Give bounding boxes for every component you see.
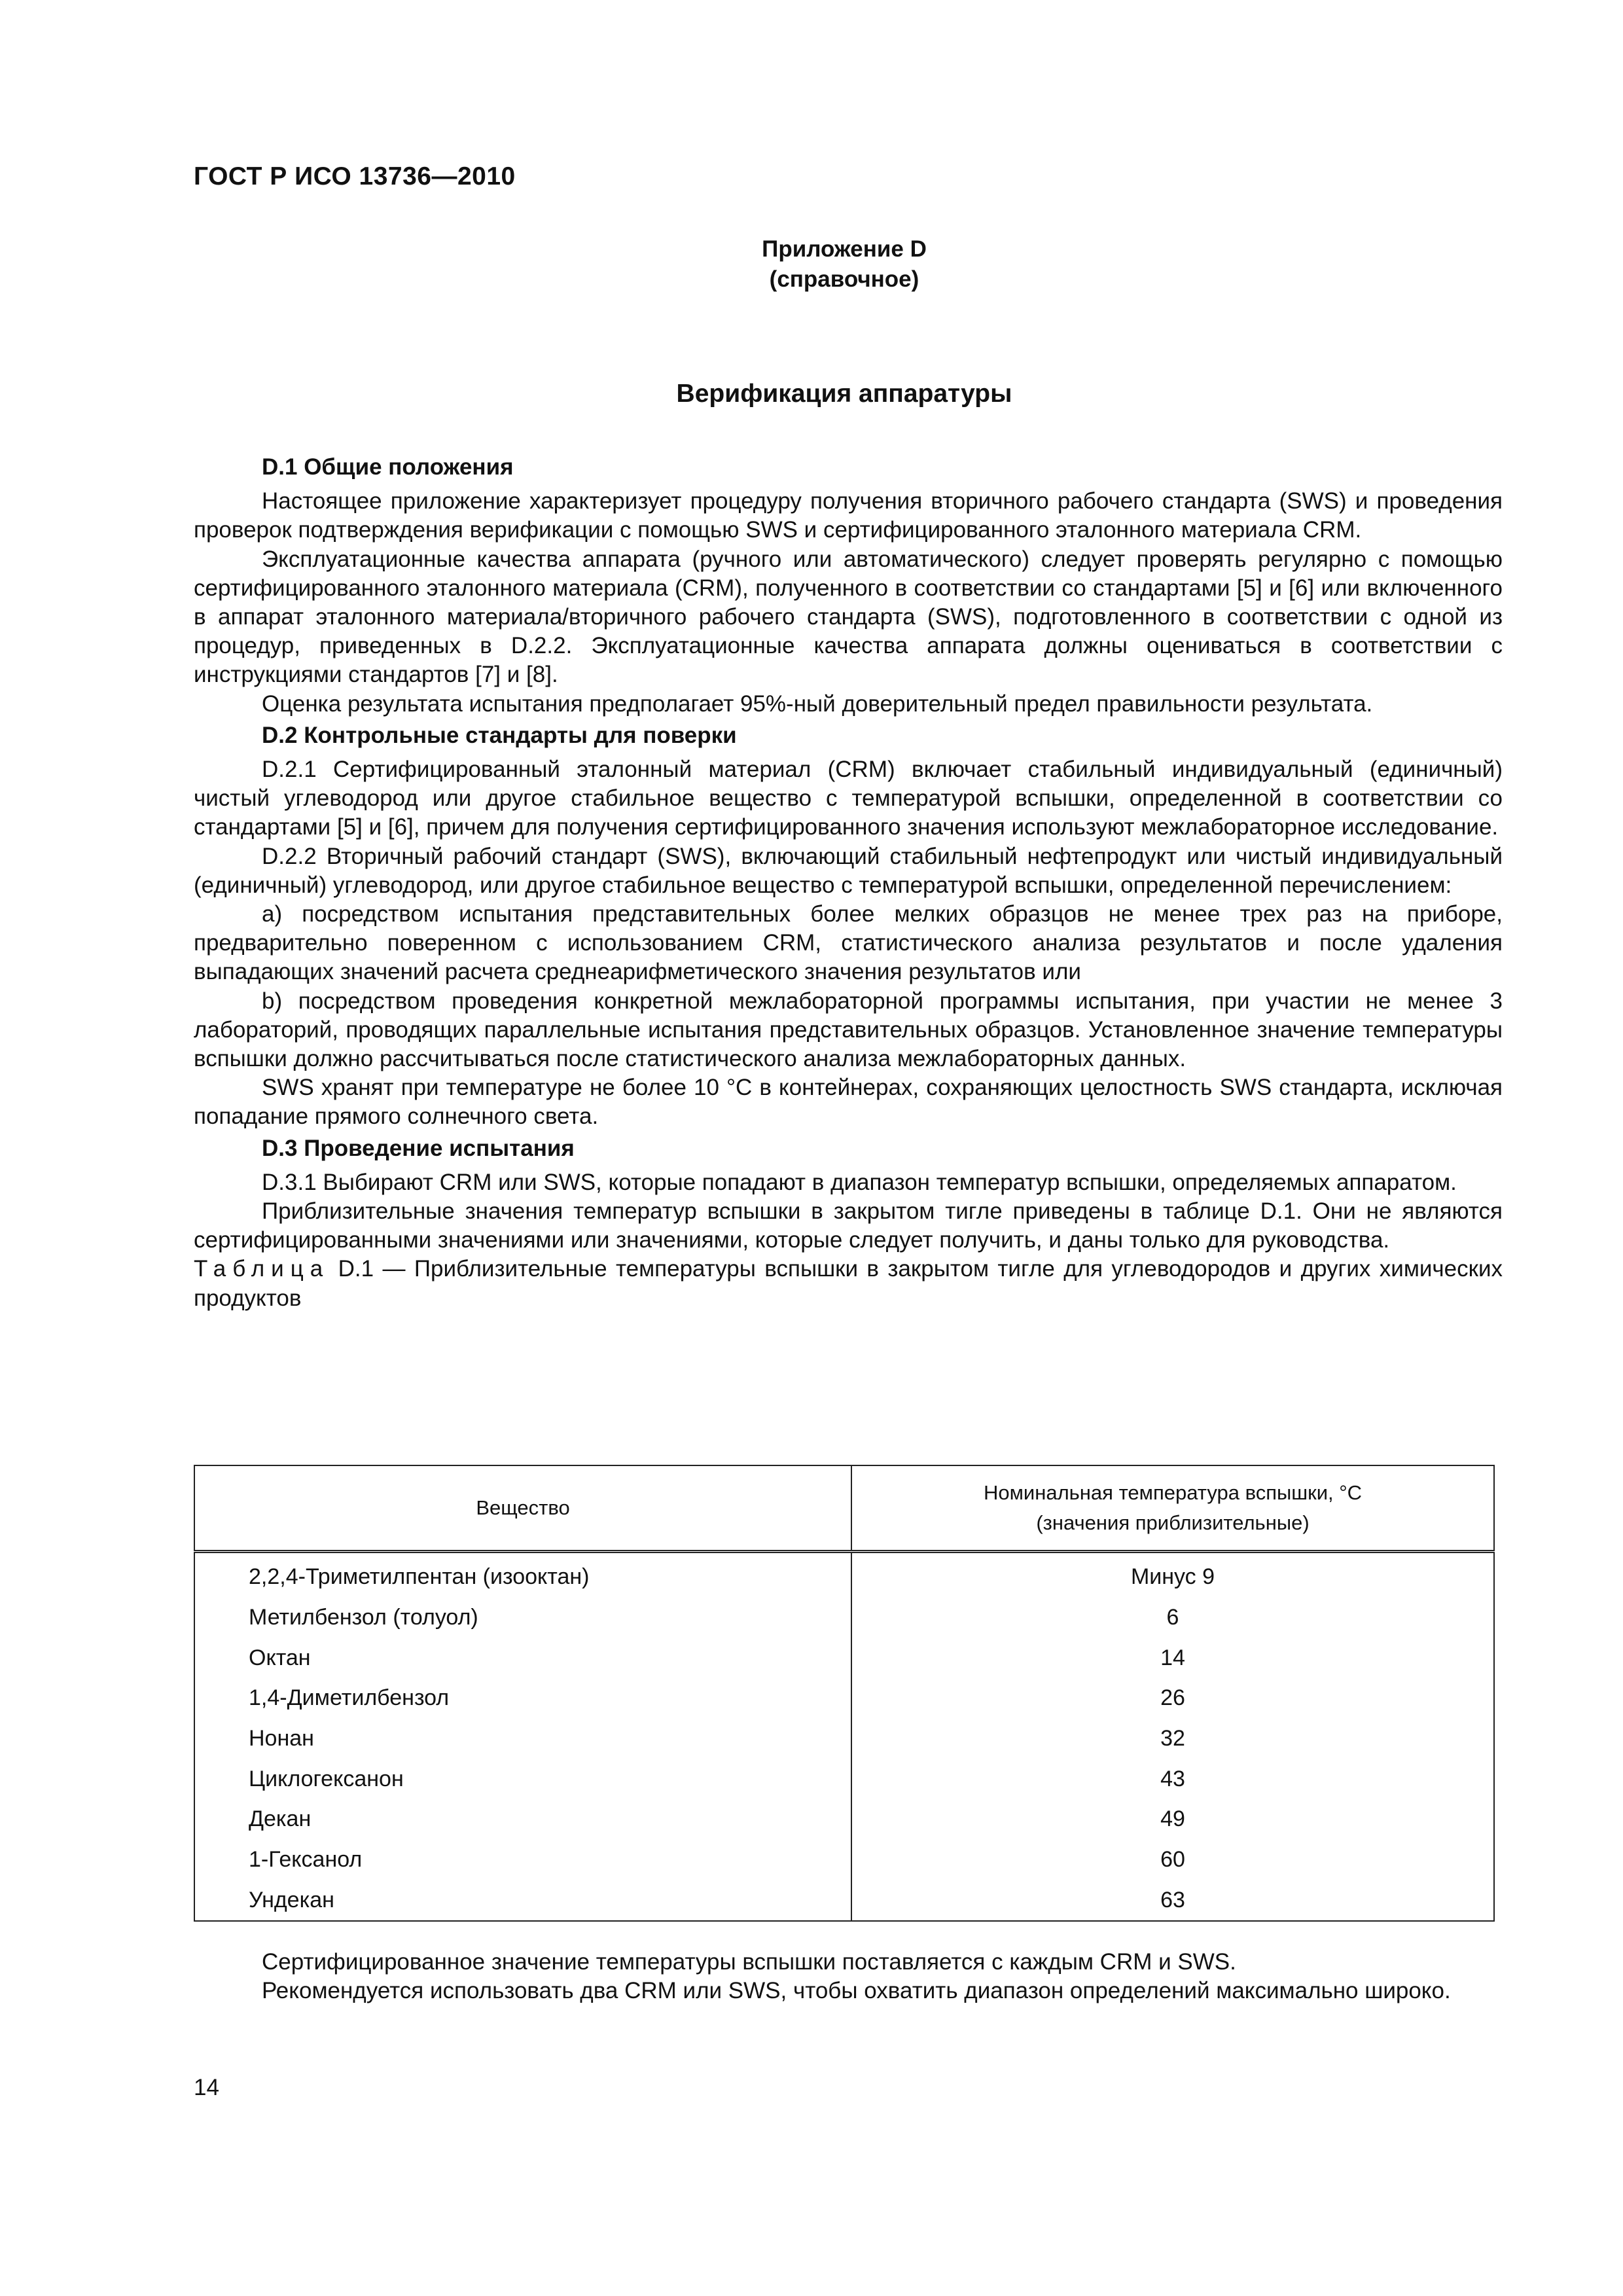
paragraph: Оценка результата испытания предполагает 95%-ный доверительный предел правильности результата. (262, 691, 1373, 717)
closing-text (194, 1948, 1503, 2005)
list-item: b) посредством проведения конкретной межлабораторной программы испытания, при участии не менее 3 лабораторий, проводящих параллельные испытания представительных образцов. Установленное значение температуры вспышки должно рассчитываться после статистического анализа межлабораторных данных. (194, 988, 1503, 1072)
substance-name-cell: Октан (194, 1638, 851, 1678)
flash-point-cell: Минус 9 (851, 1552, 1494, 1598)
paragraph: D.2.2 Вторичный рабочий стандарт (SWS), включающий стабильный нефтепродукт или чистый индивидуальный (единичный) углеводород, или другое стабильное вещество с температурой вспышки, определенной перечислением: (194, 843, 1503, 898)
substance-name-cell: Циклогексанон (194, 1759, 851, 1799)
column-header-temperature-line2: (значения приблизительные) (1036, 1511, 1310, 1534)
column-header-temperature-line1: Номинальная температура вспышки, °С (983, 1481, 1363, 1504)
paragraph: D.2.1 Сертифицированный эталонный материал (CRM) включает стабильный индивидуальный (единичный) чистый углеводород или другое стабильное вещество с температурой вспышки, определенной в соответствии со стандартами [5] и [6], причем для получения сертифицированного значения используют межлабораторное исследование. (194, 757, 1503, 840)
table-row (194, 1759, 1494, 1799)
table-row (194, 1880, 1494, 1922)
table-row (194, 1840, 1494, 1880)
paragraph: Рекомендуется использовать два CRM или SWS, чтобы охватить диапазон определений максимально широко. (262, 1978, 1451, 2004)
table-header-row (194, 1465, 1494, 1552)
column-header-temperature (851, 1465, 1494, 1552)
paragraph: Сертифицированное значение температуры вспышки поставляется с каждым CRM и SWS. (262, 1949, 1236, 1975)
annex-kind: (справочное) (769, 266, 919, 292)
table-row (194, 1678, 1494, 1719)
table-row (194, 1552, 1494, 1598)
flash-point-cell: 60 (851, 1840, 1494, 1880)
flash-point-cell: 43 (851, 1759, 1494, 1799)
substance-name-cell: Нонан (194, 1719, 851, 1759)
section-heading-d2: D.2 Контрольные стандарты для поверки (262, 722, 737, 748)
annex-heading: Верификация аппаратуры (676, 380, 1012, 408)
paragraph: SWS хранят при температуре не более 10 °С в контейнерах, сохраняющих целостность SWS стандарта, исключая попадание прямого солнечного света. (194, 1075, 1503, 1130)
substance-name-cell: 1,4-Диметилбензол (194, 1678, 851, 1719)
paragraph: Эксплуатационные качества аппарата (ручного или автоматического) следует проверять регулярно с помощью сертифицированного эталонного материала (CRM), полученного в соответствии со стандартами [5] и [6] или включенного в аппарат эталонного материала/вторичного рабочего стандарта (SWS), подготовленного в соответствии с одной из процедур, приведенных в D.2.2. Эксплуатационные качества аппарата должны оцениваться в соответствии с инструкциями стандартов [7] и [8]. (194, 546, 1503, 688)
substance-name-cell: Ундекан (194, 1880, 851, 1922)
table-row (194, 1598, 1494, 1638)
column-header-substance: Вещество (194, 1465, 851, 1552)
flash-point-cell: 49 (851, 1799, 1494, 1840)
substance-name-cell: Декан (194, 1799, 851, 1840)
flash-point-cell: 6 (851, 1598, 1494, 1638)
flash-point-cell: 32 (851, 1719, 1494, 1759)
table-body (194, 1552, 1494, 1922)
document-code: ГОСТ Р ИСО 13736—2010 (194, 162, 516, 190)
page-number: 14 (194, 2075, 219, 2100)
section-heading-d3: D.3 Проведение испытания (262, 1135, 575, 1161)
flash-point-cell: 63 (851, 1880, 1494, 1922)
flash-point-table (194, 1465, 1495, 1922)
table-caption-text: D.1 — Приблизительные температуры вспышки в закрытом тигле для углеводородов и других химических продуктов (194, 1256, 1503, 1311)
substance-name-cell: 1-Гексанол (194, 1840, 851, 1880)
annex-title: Приложение D (762, 236, 927, 262)
table-caption-label: Таблица (194, 1256, 330, 1282)
paragraph: Настоящее приложение характеризует процедуру получения вторичного рабочего стандарта (SWS) и проведения проверок подтверждения верификации с помощью SWS и сертифицированного эталонного материала CRM. (194, 488, 1503, 543)
section-heading-d1: D.1 Общие положения (262, 454, 514, 480)
paragraph: Приблизительные значения температур вспышки в закрытом тигле приведены в таблице D.1. Они не являются сертифицированными значениями или значениями, которые следует получить, и даны только для руководства. (194, 1198, 1503, 1253)
table-row (194, 1799, 1494, 1840)
main-text (194, 450, 1503, 1313)
substance-name-cell: Метилбензол (толуол) (194, 1598, 851, 1638)
table-row (194, 1719, 1494, 1759)
flash-point-cell: 26 (851, 1678, 1494, 1719)
substance-name-cell: 2,2,4-Триметилпентан (изооктан) (194, 1552, 851, 1598)
paragraph: D.3.1 Выбирают CRM или SWS, которые попадают в диапазон температур вспышки, определяемых аппаратом. (262, 1169, 1457, 1195)
list-item: a) посредством испытания представительных более мелких образцов не менее трех раз на приборе, предварительно поверенном с использованием CRM, статистического анализа результатов и после удаления выпадающих значений расчета среднеарифметического значения результатов или (194, 901, 1503, 985)
table-row (194, 1638, 1494, 1678)
flash-point-cell: 14 (851, 1638, 1494, 1678)
table-caption (194, 1255, 1503, 1312)
